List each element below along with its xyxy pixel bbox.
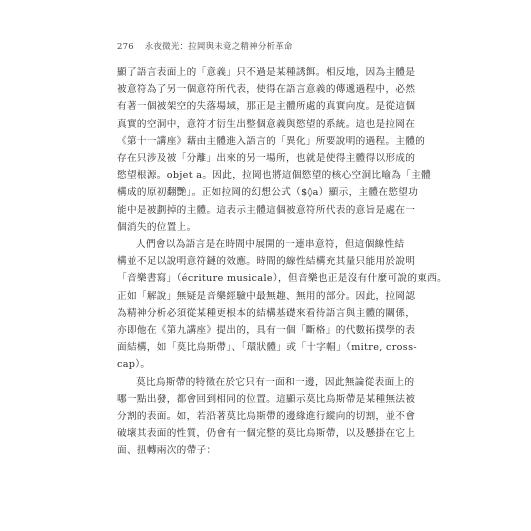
book-title: 永夜微光：拉岡與未竟之精神分析革命 xyxy=(144,42,293,52)
text-line: 「音樂書寫」（écriture musicale），但音樂也正是沒有什麼可說的東西。 xyxy=(117,273,447,285)
paragraph xyxy=(117,64,447,236)
text-line: cap）。 xyxy=(117,359,151,371)
paragraph xyxy=(117,236,447,374)
text-line: 個消失的位置上。 xyxy=(117,221,197,233)
text-line: 《第十一講座》藉由主體進入語言的「異化」所要說明的過程。主體的 xyxy=(117,135,426,147)
text-line: 存在只涉及被「分離」出來的另一場所，也就是使得主體得以形成的 xyxy=(117,153,416,165)
text-line: 分割的表面。如，若沿著莫比烏斯帶的邊緣進行縱向的切割，並不會 xyxy=(117,411,416,423)
text-line: 顯了語言表面上的「意義」只不過是某種誘餌。相反地，因為主體是 xyxy=(117,67,416,78)
page-number: 276 xyxy=(117,42,134,52)
text-line: 慾望根源。objet a。因此，拉岡也將這個慾望的核心空洞比喻為「主體 xyxy=(117,170,432,182)
text-line: 正如「解說」無疑是音樂經驗中最無趣、無用的部分。因此，拉岡認 xyxy=(117,290,416,302)
paragraph xyxy=(117,374,447,460)
text-line: 破壞其表面的性質，仍會有一個完整的莫比烏斯帶，以及懸掛在它上 xyxy=(117,428,416,440)
text-line: 人們會以為語言是在時間中展開的一連串意符，但這個線性結 xyxy=(136,239,405,251)
text-line: 構成的原初翻艷」。正如拉岡的幻想公式（$◊a）顯示，主體在慾望功 xyxy=(117,187,419,199)
text-line: 構並不足以說明意符鏈的效應。時間的線性結構充其量只能用於說明 xyxy=(117,256,416,268)
text-line: 被意符為了另一個意符所代表，使得在語言意義的傳遞過程中，必然 xyxy=(117,84,416,96)
text-line: 面結構，如「莫比烏斯帶」、「環狀體」或「十字帽」（mitre, cross- xyxy=(117,342,417,354)
text-line: 真實的空洞中，意符才衍生出整個意義與慾望的系統。這也是拉岡在 xyxy=(117,118,416,130)
text-line: 莫比烏斯帶的特徵在於它只有一面和一邊，因此無論從表面上的 xyxy=(136,376,415,388)
running-head xyxy=(117,40,293,52)
text-line: 能中是被劃掉的主體。這表示主體這個被意符所代表的意旨是處在一 xyxy=(117,204,416,216)
body-text xyxy=(117,64,447,460)
text-line: 面、扭轉兩次的帶子： xyxy=(117,445,217,457)
text-line: 哪一點出發，都會回到相同的位置。這顯示莫比烏斯帶是某種無法被 xyxy=(117,393,416,405)
text-line: 亦即他在《第九講座》提出的，具有一個「斷格」的代數拓撲學的表 xyxy=(117,325,416,337)
text-line: 為精神分析必須從某種更根本的結構基礎來看待語言與主體的關係， xyxy=(117,307,416,319)
text-line: 有著一個被架空的失落場域，那正是主體所處的真實向度。是從這個 xyxy=(117,101,416,113)
